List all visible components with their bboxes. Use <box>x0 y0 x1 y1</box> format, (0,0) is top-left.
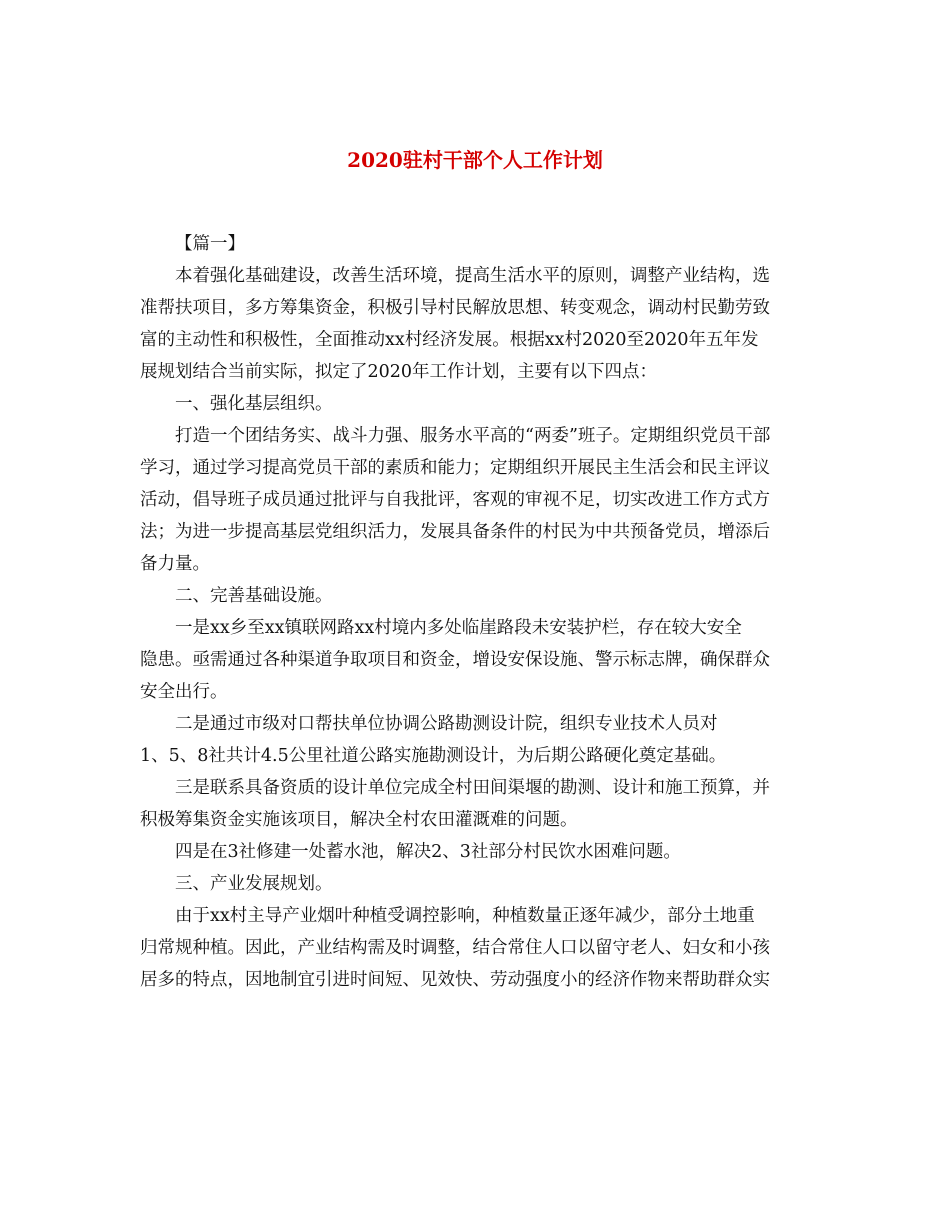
document-body <box>140 228 820 996</box>
paragraph-infra-3 <box>140 772 820 836</box>
paragraph-heading-2 <box>140 580 820 612</box>
paragraph-line: 活动，倡导班子成员通过批评与自我批评，客观的审视不足，切实改进工作方式方 <box>140 490 770 510</box>
paragraph-line: 一、强化基层组织。 <box>175 394 333 414</box>
paragraph-line: 富的主动性和积极性，全面推动xx村经济发展。根据xx村2020至2020年五年发 <box>140 330 759 350</box>
paragraph-line: 二、完善基础设施。 <box>175 586 333 606</box>
paragraph-line: 归常规种植。因此，产业结构需及时调整，结合常住人口以留守老人、妇女和小孩 <box>140 938 770 958</box>
paragraph-line: 四是在3社修建一处蓄水池，解决2、3社部分村民饮水困难问题。 <box>175 842 681 862</box>
paragraph-line: 安全出行。 <box>140 682 228 702</box>
paragraph-heading-1 <box>140 388 820 420</box>
paragraph-infra-4 <box>140 836 820 868</box>
paragraph-line: 二是通过市级对口帮扶单位协调公路勘测设计院，组织专业技术人员对 <box>175 714 718 734</box>
paragraph-intro <box>140 260 820 388</box>
paragraph-line: 备力量。 <box>140 554 210 574</box>
paragraph-infra-1 <box>140 612 820 708</box>
paragraph-line: 展规划结合当前实际，拟定了2020年工作计划，主要有以下四点： <box>140 362 658 382</box>
paragraph-line: 隐患。亟需通过各种渠道争取项目和资金，增设安保设施、警示标志牌，确保群众 <box>140 650 770 670</box>
paragraph-line: 打造一个团结务实、战斗力强、服务水平高的“两委”班子。定期组织党员干部 <box>175 426 771 446</box>
paragraph-line: 法；为进一步提高基层党组织活力，发展具备条件的村民为中共预备党员，增添后 <box>140 522 770 542</box>
paragraph-line: 本着强化基础建设，改善生活环境，提高生活水平的原则，调整产业结构，选 <box>175 266 770 286</box>
paragraph-line: 【篇一】 <box>175 234 245 254</box>
paragraph-line: 由于xx村主导产业烟叶种植受调控影响，种植数量正逐年减少，部分土地重 <box>175 906 755 926</box>
paragraph-org-para <box>140 420 820 580</box>
paragraph-section-label <box>140 228 820 260</box>
paragraph-industry-para <box>140 900 820 996</box>
paragraph-heading-3 <box>140 868 820 900</box>
document-title: 2020驻村干部个人工作计划 <box>347 148 603 172</box>
paragraph-line: 准帮扶项目，多方筹集资金，积极引导村民解放思想、转变观念，调动村民勤劳致 <box>140 298 770 318</box>
paragraph-line: 居多的特点，因地制宜引进时间短、见效快、劳动强度小的经济作物来帮助群众实 <box>140 970 770 990</box>
paragraph-line: 三、产业发展规划。 <box>175 874 333 894</box>
paragraph-line: 一是xx乡至xx镇联网路xx村境内多处临崖路段未安装护栏，存在较大安全 <box>175 618 742 638</box>
paragraph-line: 三是联系具备资质的设计单位完成全村田间渠堰的勘测、设计和施工预算，并 <box>175 778 770 798</box>
paragraph-line: 学习，通过学习提高党员干部的素质和能力；定期组织开展民主生活会和民主评议 <box>140 458 770 478</box>
paragraph-line: 1、5、8社共计4.5公里社道公路实施勘测设计，为后期公路硬化奠定基础。 <box>140 746 727 766</box>
paragraph-line: 积极筹集资金实施该项目，解决全村农田灌溉难的问题。 <box>140 810 578 830</box>
paragraph-infra-2 <box>140 708 820 772</box>
